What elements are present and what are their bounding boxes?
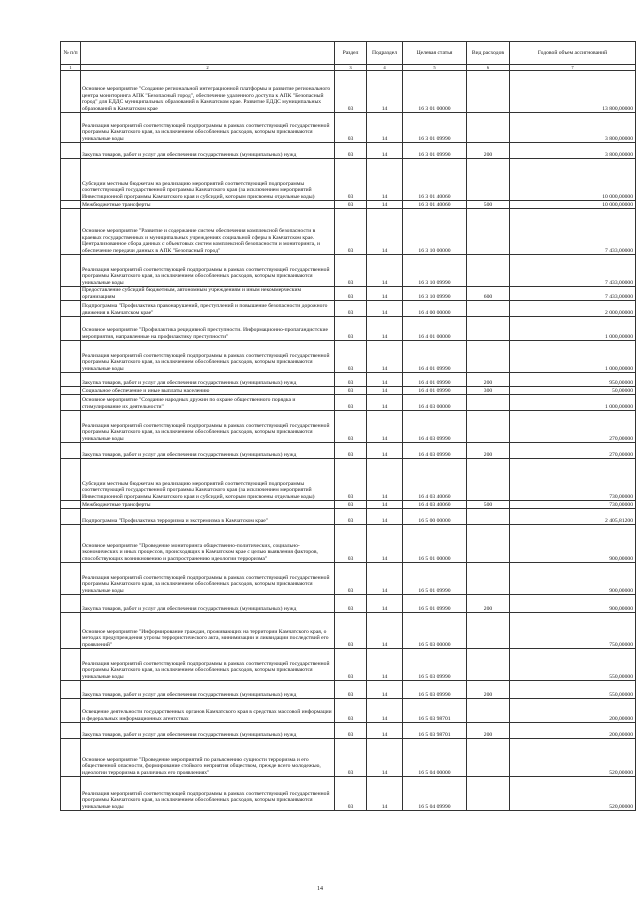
col-number: 5 [403, 65, 467, 71]
row-target-article: 16 5 03 09990 [403, 649, 467, 681]
row-amount: 550,00000 [510, 681, 636, 699]
row-number-cell [61, 443, 81, 459]
row-razdel: 03 [335, 595, 367, 613]
row-description: Реализация мероприятий соответствующей подпрограммы в рамках соответствующей государственной программы Камчатского края, за исключением обособленных расходов, которым присваиваются уникальные коды [81, 411, 335, 443]
row-target-article: 16 4 03 40060 [403, 459, 467, 501]
row-razdel: 03 [335, 501, 367, 509]
row-razdel: 03 [335, 777, 367, 811]
row-description: Субсидии местным бюджетам на реализацию мероприятий соответствующей подпрограммы соответствующей государственной программы Камчатского края (за исключением мероприятий Инвестиционной программы Камчатского края и субсидий, которым присвоены отдельные коды) [81, 159, 335, 201]
table-row [61, 699, 636, 723]
table-row [61, 373, 636, 387]
row-amount: 520,00000 [510, 739, 636, 777]
col-number: 6 [467, 65, 510, 71]
row-expense-type [467, 301, 510, 317]
row-amount: 200,00000 [510, 723, 636, 739]
row-target-article: 16 4 01 09990 [403, 387, 467, 395]
row-target-article: 16 4 03 40060 [403, 501, 467, 509]
row-description: Реализация мероприятий соответствующей подпрограммы в рамках соответствующей государственной программы Камчатского края, за исключением обособленных расходов, которым присваиваются уникальные коды [81, 649, 335, 681]
row-target-article: 16 4 01 00000 [403, 317, 467, 341]
row-podrazdel: 14 [367, 317, 403, 341]
row-amount: 750,00000 [510, 613, 636, 649]
table-header-row [61, 42, 636, 65]
row-podrazdel: 14 [367, 649, 403, 681]
row-razdel: 03 [335, 649, 367, 681]
row-amount: 730,00000 [510, 501, 636, 509]
table-row [61, 739, 636, 777]
row-target-article: 16 5 01 09990 [403, 595, 467, 613]
row-number-cell [61, 143, 81, 159]
row-razdel: 03 [335, 681, 367, 699]
row-podrazdel: 14 [367, 509, 403, 525]
row-amount: 1 000,00000 [510, 395, 636, 411]
row-expense-type [467, 113, 510, 143]
row-target-article: 16 5 03 98701 [403, 699, 467, 723]
row-description: Реализация мероприятий соответствующей подпрограммы в рамках соответствующей государственной программы Камчатского края, за исключением обособленных расходов, которым присваиваются уникальные коды [81, 255, 335, 287]
row-razdel: 03 [335, 71, 367, 113]
row-podrazdel: 14 [367, 739, 403, 777]
row-podrazdel: 14 [367, 143, 403, 159]
row-number-cell [61, 723, 81, 739]
row-expense-type [467, 777, 510, 811]
table-row [61, 113, 636, 143]
row-razdel: 03 [335, 613, 367, 649]
row-number-cell [61, 387, 81, 395]
header-target-article: Целевая статья [403, 42, 467, 65]
row-description: Реализация мероприятий соответствующей подпрограммы в рамках соответствующей государственной программы Камчатского края, за исключением обособленных расходов, которым присваиваются уникальные коды [81, 341, 335, 373]
row-amount: 50,00000 [510, 387, 636, 395]
row-target-article: 16 3 01 09990 [403, 143, 467, 159]
table-row [61, 681, 636, 699]
row-target-article: 16 5 01 00000 [403, 525, 467, 563]
row-amount: 13 800,00000 [510, 71, 636, 113]
row-expense-type [467, 699, 510, 723]
row-razdel: 03 [335, 525, 367, 563]
row-description: Основное мероприятие "Информирование граждан, проживающих на территории Камчатского края, о методах предупреждения угрозы террористического акта, минимизации и ликвидации последствий его проявлений" [81, 613, 335, 649]
row-expense-type: 200 [467, 723, 510, 739]
col-number: 1 [61, 65, 81, 71]
row-number-cell [61, 509, 81, 525]
row-number-cell [61, 501, 81, 509]
row-target-article: 16 4 03 09990 [403, 443, 467, 459]
row-expense-type: 200 [467, 143, 510, 159]
row-amount: 270,00000 [510, 443, 636, 459]
page-number: 14 [317, 886, 323, 892]
row-razdel: 03 [335, 459, 367, 501]
col-number: 7 [510, 65, 636, 71]
row-amount: 2 000,00000 [510, 301, 636, 317]
row-podrazdel: 14 [367, 287, 403, 301]
table-row [61, 255, 636, 287]
row-podrazdel: 14 [367, 777, 403, 811]
row-target-article: 16 5 03 00000 [403, 613, 467, 649]
row-target-article: 16 5 04 09990 [403, 777, 467, 811]
row-number-cell [61, 287, 81, 301]
header-annual-amount: Годовой объем ассигнований [510, 42, 636, 65]
table-row [61, 71, 636, 113]
row-razdel: 03 [335, 287, 367, 301]
row-target-article: 16 5 04 00000 [403, 739, 467, 777]
row-number-cell [61, 525, 81, 563]
table-row [61, 563, 636, 595]
row-target-article: 16 4 01 09990 [403, 373, 467, 387]
table-row [61, 341, 636, 373]
row-target-article: 16 5 01 09990 [403, 563, 467, 595]
row-expense-type: 500 [467, 201, 510, 209]
row-expense-type [467, 613, 510, 649]
row-description: Закупка товаров, работ и услуг для обеспечения государственных (муниципальных) нужд [81, 681, 335, 699]
row-description: Закупка товаров, работ и услуг для обеспечения государственных (муниципальных) нужд [81, 595, 335, 613]
row-amount: 900,00000 [510, 563, 636, 595]
row-expense-type: 200 [467, 681, 510, 699]
row-description: Основное мероприятие "Развитие и содержание систем обеспечения комплексной безопасности в краевых государственных и муниципальных учреждениях социальной сферы в Камчатском крае. Централизованное сбора данных с объектовых систем комплексной безопасности и мониторинга, и обеспечение передачи данных в АПК "Безопасный город" [81, 209, 335, 255]
row-expense-type [467, 209, 510, 255]
row-description: Основное мероприятие "Профилактика рецидивной преступности. Информационно-пропагандистские мероприятия, направленные на профилактику преступности" [81, 317, 335, 341]
row-number-cell [61, 563, 81, 595]
row-number-cell [61, 71, 81, 113]
row-target-article: 16 5 03 09990 [403, 681, 467, 699]
row-razdel: 03 [335, 739, 367, 777]
table-row [61, 301, 636, 317]
row-number-cell [61, 317, 81, 341]
table-row [61, 649, 636, 681]
row-podrazdel: 14 [367, 373, 403, 387]
row-number-cell [61, 739, 81, 777]
row-description: Подпрограмма "Профилактика правонарушений, преступлений и повышение безопасности дорожного движения в Камчатском крае" [81, 301, 335, 317]
row-description: Закупка товаров, работ и услуг для обеспечения государственных (муниципальных) нужд [81, 143, 335, 159]
row-razdel: 03 [335, 563, 367, 595]
row-expense-type [467, 411, 510, 443]
row-description: Основное мероприятие "Проведение мероприятий по разъяснению сущности терроризма и его общественной опасности, формирование стойкого неприятия обществом, прежде всего молодежью, идеологии терроризма в различных его проявлениях" [81, 739, 335, 777]
row-expense-type: 200 [467, 595, 510, 613]
row-number-cell [61, 209, 81, 255]
table-row [61, 777, 636, 811]
row-amount: 270,00000 [510, 411, 636, 443]
row-razdel: 03 [335, 113, 367, 143]
row-number-cell [61, 411, 81, 443]
row-podrazdel: 14 [367, 395, 403, 411]
row-expense-type [467, 459, 510, 501]
row-podrazdel: 14 [367, 255, 403, 287]
budget-table [60, 41, 636, 811]
row-expense-type [467, 563, 510, 595]
row-expense-type [467, 509, 510, 525]
row-target-article: 16 3 01 40060 [403, 159, 467, 201]
row-expense-type: 300 [467, 387, 510, 395]
row-description: Закупка товаров, работ и услуг для обеспечения государственных (муниципальных) нужд [81, 373, 335, 387]
row-expense-type [467, 255, 510, 287]
table-row [61, 209, 636, 255]
row-amount: 900,00000 [510, 525, 636, 563]
row-expense-type: 200 [467, 373, 510, 387]
row-amount: 7 433,00000 [510, 255, 636, 287]
table-row [61, 723, 636, 739]
row-razdel: 03 [335, 317, 367, 341]
row-razdel: 03 [335, 143, 367, 159]
table-row [61, 501, 636, 509]
row-description: Социальное обеспечение и иные выплаты населению [81, 387, 335, 395]
table-row [61, 613, 636, 649]
table-row [61, 443, 636, 459]
row-amount: 200,00000 [510, 699, 636, 723]
row-amount: 1 000,00000 [510, 317, 636, 341]
row-description: Предоставление субсидий бюджетным, автономным учреждениям и иным некоммерческим организациям [81, 287, 335, 301]
row-target-article: 16 3 10 00000 [403, 209, 467, 255]
table-body [61, 71, 636, 811]
row-podrazdel: 14 [367, 201, 403, 209]
header-expense-type: Вид расходов [467, 42, 510, 65]
row-razdel: 03 [335, 723, 367, 739]
row-target-article: 16 3 10 09990 [403, 255, 467, 287]
header-razdel: Раздел [335, 42, 367, 65]
row-number-cell [61, 681, 81, 699]
row-podrazdel: 14 [367, 71, 403, 113]
row-description: Реализация мероприятий соответствующей подпрограммы в рамках соответствующей государственной программы Камчатского края, за исключением обособленных расходов, которым присваиваются уникальные коды [81, 113, 335, 143]
col-number: 2 [81, 65, 335, 71]
row-podrazdel: 14 [367, 411, 403, 443]
row-description: Реализация мероприятий соответствующей подпрограммы в рамках соответствующей государственной программы Камчатского края, за исключением обособленных расходов, которым присваиваются уникальные коды [81, 563, 335, 595]
row-amount: 7 433,00000 [510, 287, 636, 301]
row-number-cell [61, 341, 81, 373]
header-description [81, 42, 335, 65]
row-amount: 10 000,00000 [510, 159, 636, 201]
row-description: Межбюджетные трансферты [81, 201, 335, 209]
row-number-cell [61, 301, 81, 317]
table-row [61, 143, 636, 159]
row-amount: 950,00000 [510, 373, 636, 387]
row-podrazdel: 14 [367, 563, 403, 595]
row-number-cell [61, 595, 81, 613]
row-number-cell [61, 373, 81, 387]
row-target-article: 16 5 03 98701 [403, 723, 467, 739]
header-podrazdel: Подраздел [367, 42, 403, 65]
row-razdel: 03 [335, 443, 367, 459]
row-number-cell [61, 459, 81, 501]
row-razdel: 03 [335, 201, 367, 209]
row-expense-type: 600 [467, 287, 510, 301]
row-podrazdel: 14 [367, 613, 403, 649]
row-expense-type [467, 71, 510, 113]
table-row [61, 525, 636, 563]
row-target-article: 16 5 00 00000 [403, 509, 467, 525]
row-razdel: 03 [335, 341, 367, 373]
row-target-article: 16 3 01 40060 [403, 201, 467, 209]
row-expense-type [467, 159, 510, 201]
table-row [61, 201, 636, 209]
row-podrazdel: 14 [367, 699, 403, 723]
row-description: Реализация мероприятий соответствующей подпрограммы в рамках соответствующей государственной программы Камчатского края, за исключением обособленных расходов, которым присваиваются уникальные коды [81, 777, 335, 811]
row-description: Межбюджетные трансферты [81, 501, 335, 509]
col-number: 4 [367, 65, 403, 71]
table-row [61, 395, 636, 411]
row-expense-type [467, 341, 510, 373]
row-podrazdel: 14 [367, 681, 403, 699]
row-description: Закупка товаров, работ и услуг для обеспечения государственных (муниципальных) нужд [81, 723, 335, 739]
row-razdel: 03 [335, 395, 367, 411]
row-razdel: 03 [335, 509, 367, 525]
row-razdel: 03 [335, 699, 367, 723]
table-row [61, 317, 636, 341]
row-podrazdel: 14 [367, 209, 403, 255]
row-expense-type [467, 739, 510, 777]
row-amount: 3 800,00000 [510, 113, 636, 143]
row-number-cell [61, 699, 81, 723]
row-amount: 1 000,00000 [510, 341, 636, 373]
row-description: Закупка товаров, работ и услуг для обеспечения государственных (муниципальных) нужд [81, 443, 335, 459]
row-expense-type: 200 [467, 443, 510, 459]
header-number: № п/п [61, 42, 81, 65]
row-number-cell [61, 649, 81, 681]
row-amount: 900,00000 [510, 595, 636, 613]
row-number-cell [61, 255, 81, 287]
row-amount: 550,00000 [510, 649, 636, 681]
row-number-cell [61, 395, 81, 411]
row-description: Субсидии местным бюджетам на реализацию мероприятий соответствующей подпрограммы соответствующей государственной программы Камчатского края (за исключением мероприятий Инвестиционной программы Камчатского края и субсидий, которым присвоены отдельные коды) [81, 459, 335, 501]
row-number-cell [61, 777, 81, 811]
table-row [61, 287, 636, 301]
row-razdel: 03 [335, 255, 367, 287]
row-description: Основное мероприятие "Проведение мониторинга общественно-политических, социально-экономических и иных процессов, происходящих в Камчатском крае с целью выявления факторов, способствующих возникновению и распространению идеологии терроризма" [81, 525, 335, 563]
row-razdel: 03 [335, 387, 367, 395]
col-number: 3 [335, 65, 367, 71]
row-expense-type [467, 395, 510, 411]
table-row [61, 459, 636, 501]
row-razdel: 03 [335, 159, 367, 201]
row-description: Освещение деятельности государственных органов Камчатского края в средствах массовой информации и федеральных информационных агентствах [81, 699, 335, 723]
row-description: Подпрограмма "Профилактика терроризма и экстремизма в Камчатском крае" [81, 509, 335, 525]
row-target-article: 16 4 01 09990 [403, 341, 467, 373]
row-podrazdel: 14 [367, 723, 403, 739]
row-podrazdel: 14 [367, 341, 403, 373]
row-expense-type [467, 317, 510, 341]
row-description: Основное мероприятие "Создание народных дружин по охране общественного порядка и стимулирование их деятельности" [81, 395, 335, 411]
row-amount: 10 000,00000 [510, 201, 636, 209]
row-podrazdel: 14 [367, 525, 403, 563]
row-target-article: 16 3 01 09990 [403, 113, 467, 143]
row-expense-type: 500 [467, 501, 510, 509]
row-amount: 7 433,00000 [510, 209, 636, 255]
row-number-cell [61, 613, 81, 649]
row-podrazdel: 14 [367, 159, 403, 201]
row-amount: 3 800,00000 [510, 143, 636, 159]
row-amount: 2 405,81200 [510, 509, 636, 525]
row-amount: 520,00000 [510, 777, 636, 811]
row-number-cell [61, 159, 81, 201]
row-razdel: 03 [335, 373, 367, 387]
row-podrazdel: 14 [367, 443, 403, 459]
row-target-article: 16 4 03 00000 [403, 395, 467, 411]
row-number-cell [61, 201, 81, 209]
row-amount: 730,00000 [510, 459, 636, 501]
row-razdel: 03 [335, 301, 367, 317]
row-podrazdel: 14 [367, 595, 403, 613]
table-row [61, 159, 636, 201]
row-target-article: 16 3 01 00000 [403, 71, 467, 113]
row-razdel: 03 [335, 209, 367, 255]
table-row [61, 595, 636, 613]
row-podrazdel: 14 [367, 387, 403, 395]
row-expense-type [467, 649, 510, 681]
row-target-article: 16 4 03 09990 [403, 411, 467, 443]
table-row [61, 411, 636, 443]
row-expense-type [467, 525, 510, 563]
row-podrazdel: 14 [367, 113, 403, 143]
row-target-article: 16 3 10 09990 [403, 287, 467, 301]
table-row [61, 509, 636, 525]
table-row [61, 387, 636, 395]
row-description: Основное мероприятие "Создание региональной интеграционной платформы и развитие регионального центра мониторинга АПК "Безопасный город", обеспечение удаленного доступа к АПК "Безопасный город" для ЕДДС муниципальных образований в Камчатском крае. Развитие ЕДДС муниципальных образований в Камчатском крае [81, 71, 335, 113]
row-podrazdel: 14 [367, 301, 403, 317]
row-target-article: 16 4 00 00000 [403, 301, 467, 317]
row-razdel: 03 [335, 411, 367, 443]
row-podrazdel: 14 [367, 501, 403, 509]
row-number-cell [61, 113, 81, 143]
row-podrazdel: 14 [367, 459, 403, 501]
